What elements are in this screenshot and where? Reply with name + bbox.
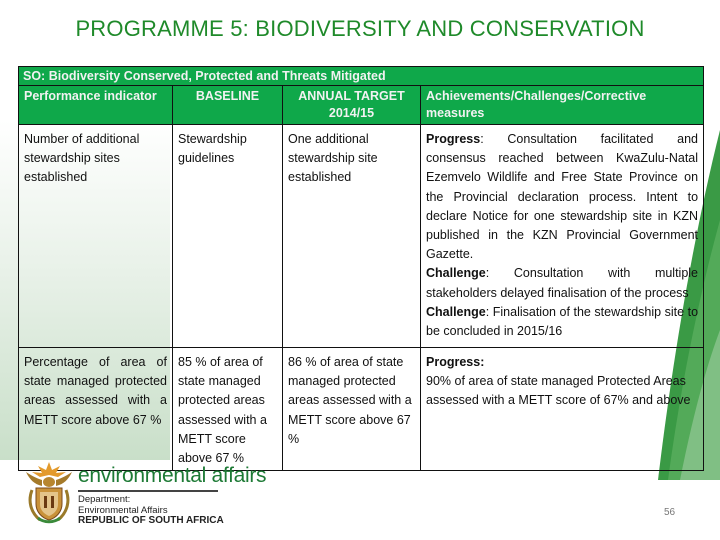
header-annual-target-year: 2014/15: [328, 106, 375, 120]
row1-progress: Progress: Consultation facilitated and consensus reached between KwaZulu-Natal Ezemvelo Wildlife and Free State Province on the Provincial declaration process. Intent to declare Notice for one stewardship site in KZN published in the KZN Provincial Government Gazette.: [426, 132, 699, 262]
header-achievements: Achievements/Challenges/Corrective measures: [421, 86, 704, 125]
row2-target: 86 % of area of state managed protected areas assessed with a METT score above 67 %: [288, 355, 412, 446]
logo-country: REPUBLIC OF SOUTH AFRICA: [78, 515, 224, 526]
row1-achievements: [421, 125, 703, 343]
row1-baseline: Stewardship guidelines: [178, 132, 247, 166]
header-annual-target: [283, 86, 421, 125]
challenge-label: Challenge: [426, 266, 486, 281]
logo-department: Department:: [78, 494, 131, 505]
table-row: [19, 125, 704, 348]
row1-challenge-1: Challenge: Consultation with multiple stakeholders delayed finalisation of the process: [426, 266, 699, 300]
row2-indicator: Percentage of area of state managed protected areas assessed with a METT score above 67 %: [24, 355, 167, 427]
progress-text: Consultation facilitated and consensus reached between KwaZulu-Natal Ezemvelo Wildlife and Free State Province on the Provincial declaration process. Intent to declare Notice for one stewardship site in KZN published in the KZN Provincial Government Gazette.: [426, 132, 699, 262]
row1-indicator: Number of additional stewardship sites established: [24, 132, 140, 185]
header-annual-target-label: ANNUAL TARGET: [298, 89, 405, 103]
row1-challenge-2: Challenge: Finalisation of the stewardship site to be concluded in 2015/16: [426, 304, 699, 339]
page-number: 56: [664, 507, 676, 518]
logo-brand: environmental affairs: [78, 464, 267, 487]
row2-achievements: [421, 348, 703, 413]
performance-table: [18, 66, 704, 471]
slide-title: PROGRAMME 5: BIODIVERSITY AND CONSERVATION: [75, 16, 645, 41]
strategic-objective-header: SO: Biodiversity Conserved, Protected and Threats Mitigated: [19, 67, 704, 86]
challenge-text: Finalisation of the stewardship site to be concluded in 2015/16: [426, 304, 699, 339]
coat-of-arms-icon: [22, 460, 76, 524]
header-baseline: BASELINE: [173, 86, 283, 125]
challenge-text: Consultation with multiple stakeholders delayed finalisation of the process: [426, 266, 699, 300]
progress-text: 90% of area of state managed Protected Areas assessed with a METT score of 67% and above: [426, 374, 691, 408]
challenge-label: Challenge: [426, 304, 486, 319]
row1-target: One additional stewardship site established: [288, 132, 378, 185]
row2-baseline: 85 % of area of state managed protected areas assessed with a METT score above 67 %: [178, 355, 267, 466]
progress-label: Progress:: [426, 355, 485, 369]
header-performance-indicator: Performance indicator: [19, 86, 173, 125]
department-logo: [78, 464, 266, 527]
table-row: [19, 348, 704, 471]
logo-divider: [78, 490, 218, 492]
progress-label: Progress: [426, 132, 481, 146]
logo-department-name: Environmental Affairs: [78, 504, 168, 516]
